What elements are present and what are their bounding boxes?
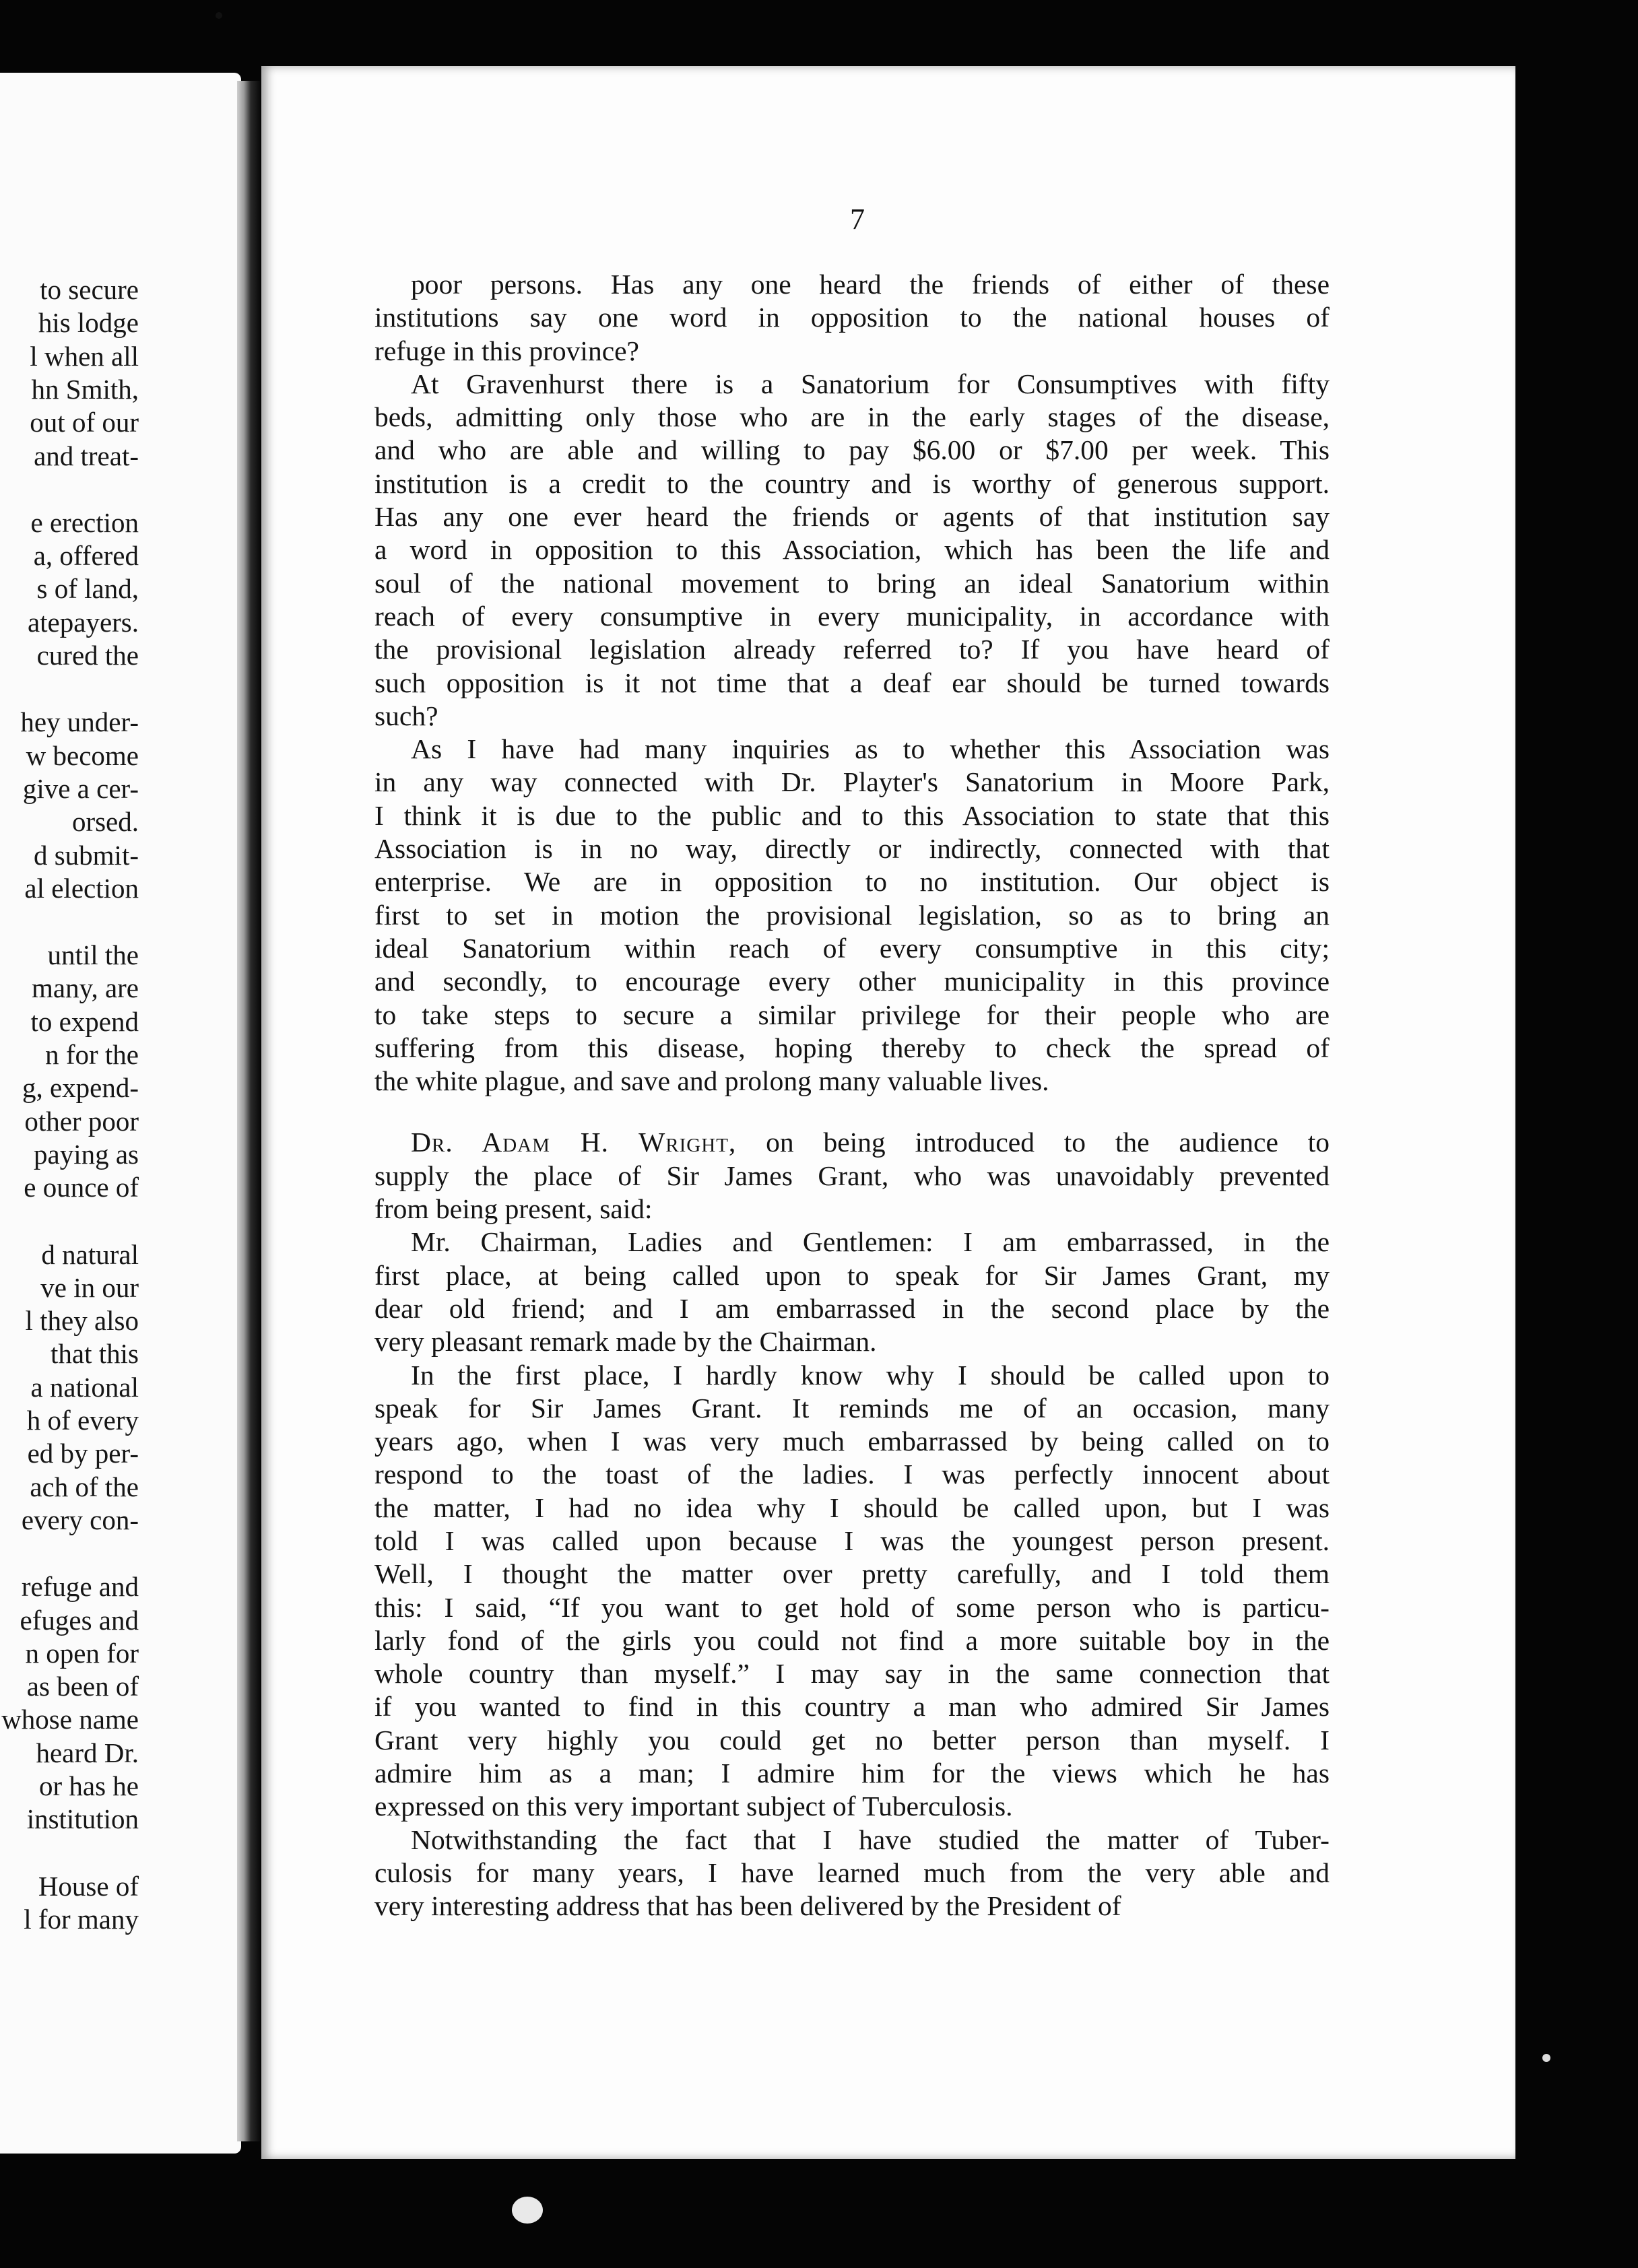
text-line: Has any one ever heard the friends or agents of that institution say: [374, 501, 1330, 533]
text-line: whole country than myself.” I may say in the same connection that: [374, 1658, 1330, 1690]
left-page-line: g, expend-: [22, 1072, 139, 1104]
text-line: expressed on this very important subject of Tuberculosis.: [374, 1791, 1013, 1822]
left-page-line: orsed.: [71, 806, 139, 838]
text-line: speak for Sir James Grant. It reminds me of an occasion, many: [374, 1392, 1330, 1424]
text-line: dear old friend; and I am embarrassed in the second place by the: [374, 1292, 1330, 1324]
text-line: poor persons. Has any one heard the friends of either of these: [411, 269, 1330, 300]
text-line: larly fond of the girls you could not find a more suitable boy in the: [374, 1624, 1330, 1656]
left-page-line: n open for: [25, 1637, 139, 1669]
left-page-line: e ounce of: [24, 1172, 139, 1203]
left-page-line: hn Smith,: [31, 373, 139, 405]
text-line: to take steps to secure a similar privilege for their people who are: [374, 999, 1330, 1030]
text-line: Association is in no way, directly or indirectly, connected with that: [374, 833, 1330, 865]
page-number: 7: [850, 203, 865, 236]
scan-speck: [216, 12, 222, 19]
text-line: such?: [374, 700, 438, 731]
left-page-line: ve in our: [40, 1271, 139, 1303]
text-line: very pleasant remark made by the Chairman.: [374, 1326, 877, 1358]
text-line: this: I said, “If you want to get hold of some person who is particu-: [374, 1591, 1330, 1623]
text-line: if you wanted to find in this country a man who admired Sir James: [374, 1691, 1330, 1723]
left-page-line: ed by per-: [27, 1438, 139, 1469]
text-line: institution is a credit to the country and is worthy of generous support.: [374, 467, 1330, 499]
text-line: a word in opposition to this Association, which has been the life and: [374, 534, 1330, 566]
left-page-line: l they also: [25, 1305, 139, 1337]
left-page-line: to secure: [40, 274, 139, 305]
text-line: respond to the toast of the ladies. I was perfectly innocent about: [374, 1459, 1330, 1490]
left-page-line: give a cer-: [22, 772, 139, 804]
left-page-line: ach of the: [30, 1471, 139, 1502]
left-page-line: hey under-: [20, 706, 139, 738]
text-line: admire him as a man; I admire him for the views which he has: [374, 1758, 1330, 1789]
text-line: the provisional legislation already referred to? If you have heard of: [374, 634, 1330, 665]
text-line: first place, at being called upon to speak for Sir James Grant, my: [374, 1259, 1330, 1291]
left-page-line: cured the: [36, 640, 139, 671]
text-line: in any way connected with Dr. Playter's Sanatorium in Moore Park,: [374, 766, 1330, 798]
left-page-line: every con-: [21, 1504, 139, 1535]
page-body-text: [374, 268, 1330, 1923]
scan-speck: [512, 2197, 543, 2224]
left-page-line: l when all: [30, 340, 139, 372]
text-line: As I have had many inquiries as to whether this Association was: [411, 733, 1330, 765]
text-line: In the first place, I hardly know why I should be called upon to: [411, 1359, 1330, 1391]
text-line-content: on being introduced to the audience to: [736, 1127, 1330, 1158]
left-page-line: efuges and: [20, 1604, 139, 1636]
left-page-line: his lodge: [38, 307, 139, 339]
text-line: the white plague, and save and prolong many valuable lives.: [374, 1065, 1049, 1097]
text-line: told I was called upon because I was the youngest person present.: [374, 1525, 1330, 1556]
text-line: [374, 1126, 1330, 1159]
text-line: soul of the national movement to bring an ideal Sanatorium within: [374, 567, 1330, 599]
text-line: suffering from this disease, hoping thereby to check the spread of: [374, 1032, 1330, 1063]
left-page-line: al election: [24, 872, 139, 904]
text-line: supply the place of Sir James Grant, who was unavoidably prevented: [374, 1160, 1330, 1191]
left-page-line: institution: [26, 1803, 139, 1835]
left-page-line: until the: [47, 939, 139, 971]
text-line: the matter, I had no idea why I should be called upon, but I was: [374, 1492, 1330, 1523]
left-page-line: paying as: [34, 1138, 139, 1170]
text-line: I think it is due to the public and to this Association to state that this: [374, 799, 1330, 831]
left-page-line: House of: [38, 1870, 139, 1902]
left-page-line: as been of: [26, 1671, 139, 1702]
left-page-line: s of land,: [36, 573, 139, 605]
scan-speck: [1542, 2054, 1550, 2062]
left-page-line: other poor: [24, 1105, 139, 1137]
text-line: first to set in motion the provisional legislation, so as to bring an: [374, 899, 1330, 931]
left-page-line: out of our: [30, 407, 139, 438]
text-line: Well, I thought the matter over pretty carefully, and I told them: [374, 1558, 1330, 1590]
text-line: reach of every consumptive in every municipality, in accordance with: [374, 600, 1330, 632]
left-page-line: h of every: [26, 1405, 139, 1436]
text-line: years ago, when I was very much embarrassed by being called on to: [374, 1426, 1330, 1457]
left-page-line: d natural: [41, 1238, 139, 1270]
text-line: enterprise. We are in opposition to no institution. Our object is: [374, 866, 1330, 898]
text-line: very interesting address that has been delivered by the President of: [374, 1890, 1121, 1922]
left-page-line: heard Dr.: [36, 1737, 139, 1768]
left-page-line: d submit-: [33, 839, 139, 871]
left-page-line: a national: [30, 1371, 139, 1403]
left-page-line: and treat-: [34, 440, 139, 471]
left-page-line: whose name: [1, 1704, 139, 1735]
text-line: culosis for many years, I have learned much from the very able and: [374, 1857, 1330, 1888]
speaker-name: Dr. Adam H. Wright,: [411, 1127, 737, 1158]
text-line: At Gravenhurst there is a Sanatorium for Consumptives with fifty: [411, 368, 1330, 399]
text-line: and secondly, to encourage every other municipality in this province: [374, 966, 1330, 997]
left-page-line: refuge and: [21, 1571, 139, 1603]
text-line: Mr. Chairman, Ladies and Gentlemen: I am embarrassed, in the: [411, 1226, 1330, 1258]
left-page-line: atepayers.: [27, 606, 139, 638]
left-page-fragment: [0, 73, 241, 2154]
text-line: refuge in this province?: [374, 335, 639, 366]
left-page-line: to expend: [30, 1005, 139, 1037]
text-line: beds, admitting only those who are in the early stages of the disease,: [374, 401, 1330, 433]
left-page-line: e erection: [30, 506, 139, 538]
text-line: from being present, said:: [374, 1193, 653, 1225]
left-page-line: a, offered: [33, 540, 139, 572]
book-gutter: [237, 81, 260, 2141]
left-page-line: n for the: [45, 1039, 139, 1070]
text-line: such opposition is it not time that a deaf ear should be turned towards: [374, 667, 1330, 698]
left-page-line: many, are: [32, 972, 139, 1004]
left-page-line: that this: [51, 1338, 139, 1370]
section-gap: [374, 1098, 1330, 1126]
text-line: and who are able and willing to pay $6.00 or $7.00 per week. This: [374, 434, 1330, 466]
text-line: ideal Sanatorium within reach of every consumptive in this city;: [374, 932, 1330, 964]
text-line: institutions say one word in opposition to the national houses of: [374, 302, 1330, 333]
left-page-line: w become: [26, 739, 139, 771]
text-line: Notwithstanding the fact that I have studied the matter of Tuber-: [411, 1824, 1330, 1855]
left-page-line: or has he: [38, 1770, 139, 1801]
text-line: Grant very highly you could get no better person than myself. I: [374, 1724, 1330, 1756]
left-page-line: l for many: [24, 1903, 139, 1935]
